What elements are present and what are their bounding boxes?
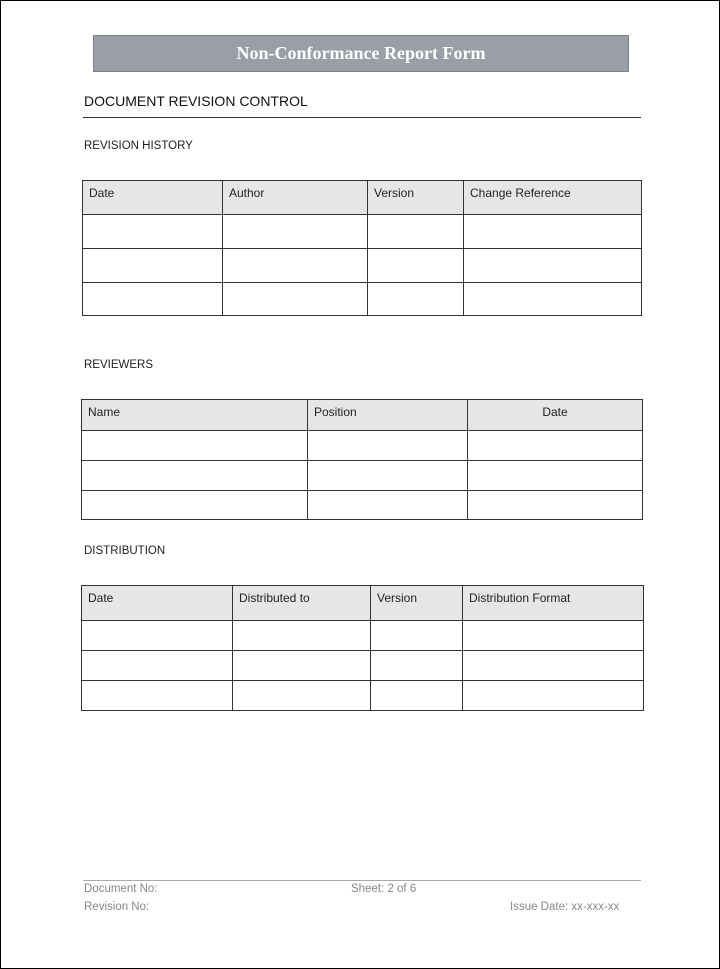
distribution-label: DISTRIBUTION [84, 545, 166, 557]
table-cell[interactable] [223, 283, 368, 316]
column-header-distributed-to: Distributed to [233, 586, 371, 621]
table-cell[interactable] [233, 621, 371, 651]
table-row [82, 651, 644, 681]
table-cell[interactable] [83, 283, 223, 316]
table-cell[interactable] [308, 431, 468, 461]
table-cell[interactable] [463, 681, 644, 711]
table-cell[interactable] [463, 621, 644, 651]
table-cell[interactable] [368, 249, 464, 283]
table-cell[interactable] [464, 283, 642, 316]
column-header-version: Version [368, 181, 464, 215]
column-header-name: Name [82, 400, 308, 431]
table-cell[interactable] [468, 491, 643, 520]
form-title-bar [93, 35, 629, 72]
column-header-position: Position [308, 400, 468, 431]
table-cell[interactable] [82, 621, 233, 651]
table-header-row [83, 181, 642, 215]
table-header-row [82, 400, 643, 431]
table-cell[interactable] [368, 283, 464, 316]
table-cell[interactable] [82, 651, 233, 681]
table-cell[interactable] [371, 621, 463, 651]
column-header-change-reference: Change Reference [464, 181, 642, 215]
table-cell[interactable] [371, 651, 463, 681]
revision-history-label: REVISION HISTORY [84, 140, 193, 152]
reviewers-table [81, 399, 643, 520]
table-cell[interactable] [468, 461, 643, 491]
footer-sheet: Sheet: 2 of 6 [351, 883, 417, 895]
table-row [83, 283, 642, 316]
document-heading: DOCUMENT REVISION CONTROL [84, 93, 308, 109]
table-cell[interactable] [464, 215, 642, 249]
column-header-version: Version [371, 586, 463, 621]
table-cell[interactable] [223, 215, 368, 249]
table-cell[interactable] [83, 249, 223, 283]
form-title: Non-Conformance Report Form [236, 43, 486, 63]
table-cell[interactable] [368, 215, 464, 249]
footer-document-no: Document No: [84, 883, 158, 895]
column-header-distribution-format: Distribution Format [463, 586, 644, 621]
distribution-table [81, 585, 644, 711]
table-row [82, 491, 643, 520]
footer-revision-no: Revision No: [84, 901, 150, 913]
table-cell[interactable] [82, 431, 308, 461]
table-header-row [82, 586, 644, 621]
table-cell[interactable] [371, 681, 463, 711]
reviewers-label: REVIEWERS [84, 359, 154, 371]
table-cell[interactable] [233, 681, 371, 711]
table-row [82, 681, 644, 711]
table-cell[interactable] [82, 681, 233, 711]
heading-divider [83, 117, 641, 118]
table-cell[interactable] [468, 431, 643, 461]
table-row [82, 461, 643, 491]
table-row [83, 249, 642, 283]
table-row [82, 621, 644, 651]
table-cell[interactable] [233, 651, 371, 681]
table-cell[interactable] [463, 651, 644, 681]
table-row [83, 215, 642, 249]
table-cell[interactable] [82, 491, 308, 520]
column-header-date: Date [82, 586, 233, 621]
table-cell[interactable] [308, 491, 468, 520]
table-row [82, 431, 643, 461]
revision-history-table [82, 180, 642, 316]
footer-divider [83, 880, 641, 881]
column-header-author: Author [223, 181, 368, 215]
column-header-date: Date [468, 400, 643, 431]
footer-issue-date: Issue Date: xx-xxx-xx [510, 901, 620, 913]
table-cell[interactable] [308, 461, 468, 491]
table-cell[interactable] [464, 249, 642, 283]
table-cell[interactable] [83, 215, 223, 249]
table-cell[interactable] [223, 249, 368, 283]
column-header-date: Date [83, 181, 223, 215]
table-cell[interactable] [82, 461, 308, 491]
